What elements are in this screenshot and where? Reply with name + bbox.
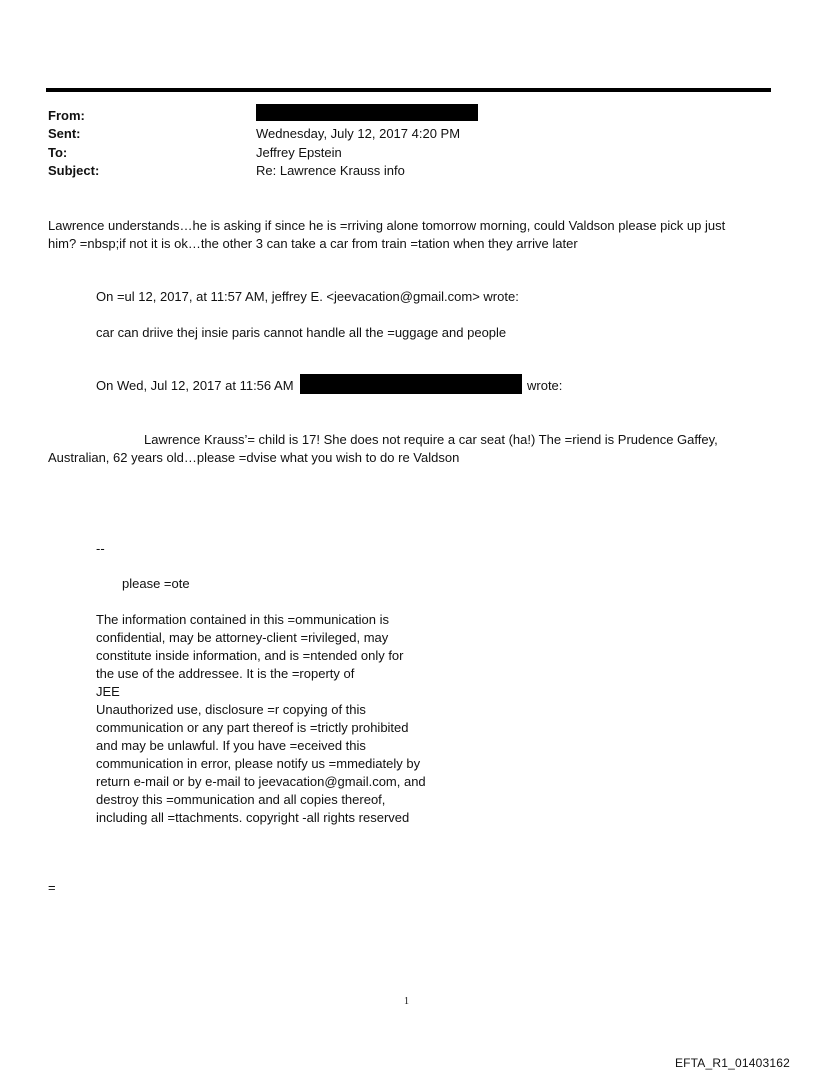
disclaimer-line: communication in error, please notify us =mmediately by bbox=[96, 756, 421, 771]
quote1-header: On =ul 12, 2017, at 11:57 AM, jeffrey E. <jeevacation@gmail.com> wrote: bbox=[96, 289, 519, 304]
quote1-text: car can driive thej insie paris cannot handle all the =uggage and people bbox=[96, 325, 507, 340]
disclaimer-line: communication or any part thereof is =trictly prohibited bbox=[96, 720, 409, 735]
disclaimer-line: Unauthorized use, disclosure =r copying of this bbox=[96, 702, 366, 717]
quote2-line: Australian, 62 years old…please =dvise what you wish to do re Valdson bbox=[48, 450, 460, 465]
quote2-line: Lawrence Krauss’= child is 17! She does not require a car seat (ha!) The =riend is Prudence Gaffey, bbox=[144, 432, 718, 447]
from-redaction bbox=[256, 104, 478, 121]
sender-redaction bbox=[300, 374, 522, 394]
to-value: Jeffrey Epstein bbox=[256, 145, 342, 160]
reply-line: Lawrence understands…he is asking if since he is =rriving alone tomorrow morning, could Valdson please pick up just bbox=[48, 218, 726, 233]
subject-label: Subject: bbox=[48, 163, 100, 178]
from-label: From: bbox=[48, 108, 85, 123]
quote2-header-start: On Wed, Jul 12, 2017 at 11:56 AM bbox=[96, 378, 294, 393]
sent-value: Wednesday, July 12, 2017 4:20 PM bbox=[256, 126, 461, 141]
disclaimer-line: and may be unlawful. If you have =eceived this bbox=[96, 738, 366, 753]
disclaimer-line: destroy this =ommunication and all copies thereof, bbox=[96, 792, 386, 807]
disclaimer-line: The information contained in this =ommunication is bbox=[96, 612, 390, 627]
page-number: 1 bbox=[404, 996, 409, 1007]
quote2-header-end: wrote: bbox=[527, 378, 563, 393]
document-id: EFTA_R1_01403162 bbox=[674, 1056, 790, 1070]
disclaimer-line: the use of the addressee. It is the =roperty of bbox=[96, 666, 355, 681]
reply-line: him? =nbsp;if not it is ok…the other 3 can take a car from train =tation when they arrive later bbox=[48, 236, 578, 251]
sent-label: Sent: bbox=[48, 126, 81, 141]
trailing-equals: = bbox=[48, 880, 56, 895]
reply-paragraph bbox=[48, 217, 725, 253]
disclaimer-line: JEE bbox=[96, 684, 120, 699]
to-label: To: bbox=[48, 145, 68, 160]
disclaimer-line: constitute inside information, and is =ntended only for bbox=[96, 648, 404, 663]
signature-dashes: -- bbox=[96, 541, 105, 556]
disclaimer-line: including all =ttachments. copyright -all rights reserved bbox=[96, 810, 410, 825]
disclaimer-block bbox=[96, 611, 426, 827]
subject-value: Re: Lawrence Krauss info bbox=[256, 163, 405, 178]
disclaimer-line: confidential, may be attorney-client =rivileged, may bbox=[96, 630, 389, 645]
disclaimer-line: return e-mail or by e-mail to jeevacation@gmail.com, and bbox=[96, 774, 426, 789]
header-rule bbox=[46, 88, 771, 92]
signature-note: please =ote bbox=[122, 576, 190, 591]
